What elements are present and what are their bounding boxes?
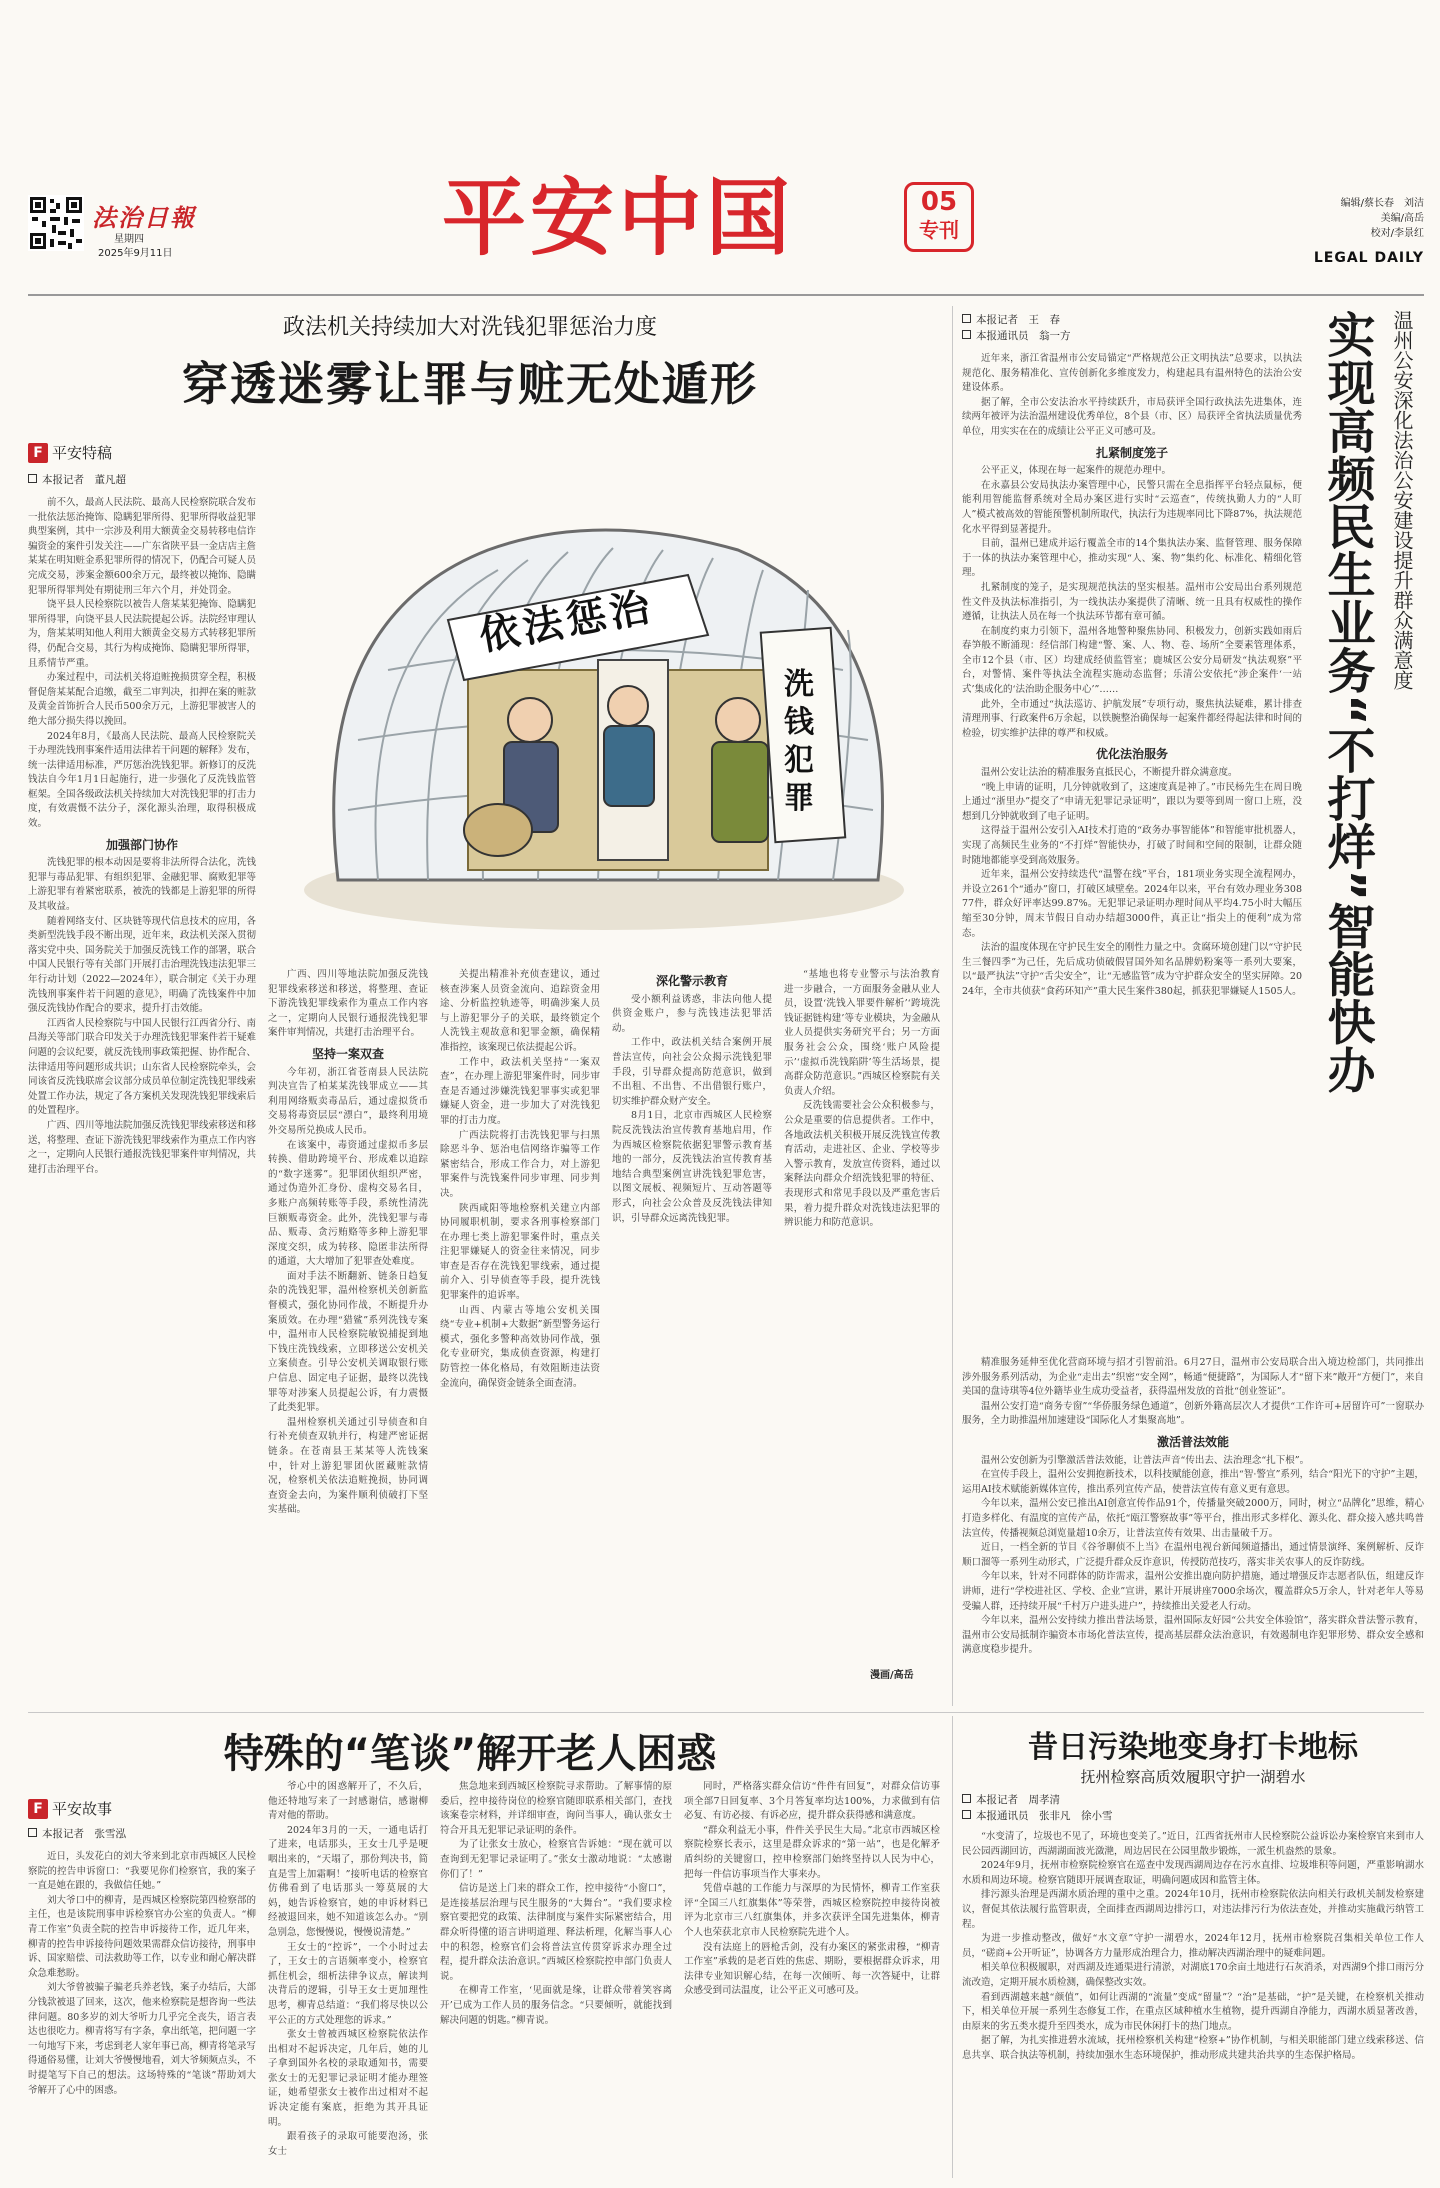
byline-square-icon [962,314,971,323]
paragraph: 近日，头发花白的刘大爷来到北京市西城区人民检察院的控告申诉窗口：“我要见你们检察官，我的案子一直是她在跟的，我做信任她。” [28,1851,256,1892]
paragraph: 广西、四川等地法院加强反洗钱犯罪线索移送和移送，将整理、查证下游洗钱犯罪线索作为重点工作内容之一，定期向人民银行通报洗钱犯罪案件审判情况，共建打击治理平台。 [28,1119,256,1175]
paragraph: 温州公安让法治的精准服务直抵民心，不断提升群众满意度。 [981,767,1238,779]
paragraph: 饶平县人民检察院以被告人詹某某犯掩饰、隐瞒犯罪所得罪，向饶平县人民法院提起公诉。法院经审理认为，詹某某明知他人利用大额黄金交易方式转移犯罪所得，仍配合交易，其行为构成掩饰、隐瞒犯罪所得罪，且系情节严重。 [28,599,256,669]
paragraph: 面对手法不断翻新、链条日趋复杂的洗钱犯罪，温州检察机关创新监督模式，强化协同作战，不断提升办案质效。在办理“猎鲨”系列洗钱专案中，温州市人民检察院敏锐捕捉到地下钱庄洗钱线索，立即移送公安机关立案侦查。引导公安机关调取银行账户信息、固定电子证据，最终以洗钱罪等对涉案人员提起公诉，有力震慑了此类犯罪。 [268,1270,428,1414]
paragraph: 目前，温州已建成并运行覆盖全市的14个集执法办案、监督管理、服务保障于一体的执法办案管理中心，推动实现“人、案、物”集约化、标准化、精细化管理。 [962,538,1302,579]
article1-column-tag [28,442,112,463]
paragraph: 据了解，为扎实推进碧水流域，抚州检察机关构建“检察+”协作机制，与相关职能部门建立线索移送、信息共享、联合执法等机制，持续加强水生态环境保护，推动形成共建共治共享的生态保护格局。 [962,2035,1424,2061]
subhead-legal-service: 优化法治服务 [1095,747,1168,762]
paragraph: 凭借卓越的工作能力与深厚的为民情怀，柳青工作室获评“全国三八红旗集体”等荣誉，西城区检察院控申接待岗被评为北京市三八红旗集体，并多次获评全国先进集体，柳青个人也荣获北京市人民检察院先进个人。 [684,1883,940,1938]
paragraph: 排污源头治理是西湖水质治理的重中之重。2024年10月，抚州市检察院依法向相关行政机关制发检察建议，督促其依法履行监管职责，全面排查西湖周边排污口，对违法排污行为依法查处，并推动实施截污纳管工程。 [962,1889,1424,1930]
subhead-system-cage: 扎紧制度笼子 [1095,445,1168,460]
subhead-double-investigation: 坚持一案双查 [311,1046,384,1061]
editors-credit [1290,196,1424,241]
paragraph: 洗钱犯罪的根本动因是要将非法所得合法化，洗钱犯罪与毒品犯罪、有组织犯罪、金融犯罪、腐败犯罪等上游犯罪有着紧密联系，被洗的钱都是上游犯罪的所得及其收益。 [28,857,256,913]
paragraph: 江西省人民检察院与中国人民银行江西省分行、南昌海关等部门联合印发关于办理洗钱犯罪案件若干疑难问题的会议纪要，就反洗钱刑事政策把握、协作配合、法律适用等问题形成共识；山东省人民检察院牵头，会同该省反洗钱联席会议部分成员单位制定洗钱犯罪线索处置工作办法，规定了各方案机关发现洗钱犯罪线索后的处置程序。 [28,1017,256,1117]
paragraph: 法治的温度体现在守护民生安全的刚性力量之中。贪腐环境创建门以“守护民生三餐四季”为己任，先后成功侦破假冒国外知名品牌奶粉案等一系列大要案，以“最严执法”守护“舌尖安全”，让“无感监管”成为守护群众安全的坚实屏障。2024年，全市共侦获“食药环知产”重大民生案件380起，抓获犯罪嫌疑人1505人。 [962,942,1302,997]
byline-square-icon [28,474,37,483]
money-laundering-cartoon [268,470,940,960]
article1-kicker: 政法机关持续加大对洗钱犯罪惩治力度 [282,315,657,340]
brand-en: LEGAL DAILY [1313,250,1424,266]
subhead-legal-education: 激活普法效能 [1156,1434,1229,1449]
article1-column-2 [268,968,428,1658]
article1-column-4 [612,968,772,1658]
paragraph: 在柳青工作室，‘见面就是缘，让群众带着笑容离开’已成为工作人员的服务信念。“只要倾听，就能找到解决问题的钥匙。”柳青说。 [440,1985,672,2026]
article3-column-3 [440,1780,672,2180]
paragraph: 工作中，政法机关坚持“一案双查”，在办理上游犯罪案件时，同步审查是否通过涉嫌洗钱犯罪事实或犯罪嫌疑人资金，进一步加大了对洗钱犯罪的打击力度。 [440,1056,600,1126]
article2-column-1 [962,352,1302,1352]
paragraph: 近年来，浙江省温州市公安局锚定“严格规范公正文明执法”总要求，以执法规范化、服务精准化、宣传创新化多维度发力，构建起具有温州特色的法治公安建设体系。 [962,353,1302,394]
masthead-rule [28,294,1424,296]
paragraph: 广西法院将打击洗钱犯罪与扫黑除恶斗争、惩治电信网络诈骗等工作紧密结合，形成工作合力，对上游犯罪案件与洗钱案件同步审理、同步判决。 [440,1129,600,1199]
paragraph: 2024年9月，抚州市检察院检察官在巡查中发现西湖周边存在污水直排、垃圾堆积等问题，严重影响湖水水质和周边环境。检察官随即开展调查取证，明确问题成因和监管主体。 [962,1860,1424,1886]
paragraph: “晚上申请的证明，几分钟就收到了，这速度真是神了。”市民杨先生在周日晚上通过“浙里办”提交了“申请无犯罪记录证明”，跟以为要等到周一窗口上班，没想到几分钟就收到了电子证明。 [962,781,1302,822]
article2-vertical-headline: 实现高频民生业务“不打烊”智能快办 [1319,310,1375,1094]
article1-illustration [268,470,940,960]
qr-code-icon [28,195,84,251]
paragraph: 同时，严格落实群众信访“件件有回复”，对群众信访事项全部7日回复率、3个月答复率均达100%，力求做到有信必复、有访必接、有诉必应，提升群众获得感和满意度。 [684,1781,940,1822]
article4-body [962,1830,1424,2180]
paragraph: 据了解，全市公安法治水平持续跃升，市局获评全国行政执法先进集体，连续两年被评为法治温州建设优秀单位，8个县（市、区）局获评全省执法质量优秀单位，用实实在在的成绩让公平正义可感可及。 [962,396,1302,437]
paragraph: 公平正义，体现在每一起案件的规范办理中。 [981,465,1172,477]
article2-correspondent: 本报通讯员 翁一方 [976,330,1071,342]
paragraph: 在宣传手段上，温州公安拥抱新技术，以科技赋能创意，推出“智·警宣”系列，结合“阳光下的守护”主题，运用AI技术赋能新媒体宣传，推出系列宣传产品，使普法宣传有意义更有意思。 [962,1469,1424,1495]
article3-column-2 [268,1780,428,2180]
paragraph: 刘大爷曾被骗子骗老兵养老钱，案子办结后，大部分钱款被退了回来，这次，他来检察院是想咨询一些法律问题。80多岁的刘大爷听力几乎完全丧失，语言表达也很吃力。柳青将写有字条，拿出纸笔，把问题一字一句地写下来，考虑到老人家年事已高，柳青将笔录写得通俗易懂，让刘大爷慢慢地看，刘大爷频频点头，不时提笔写下自己的想法。这场特殊的“笔谈”帮助刘大爷解开了心中的困惑。 [28,1982,256,2096]
paragraph: 跟看孩子的录取可能要泡汤，张女士 [268,2131,428,2157]
article4-reporter: 本报记者 周孝清 [976,1794,1060,1806]
paragraph: 反洗钱需要社会公众积极参与，公众是重要的信息提供者。工作中，各地政法机关积极开展反洗钱宣传教育活动，走进社区、企业、学校等步入警示教育，发放宣传资料，通过以案释法向群众介绍洗钱犯罪的特征、表现形式和常见手段以及严重危害后果，着力提升群众对洗钱违法犯罪的辨识能力和防范意识。 [784,1100,940,1229]
article2-bylines [962,312,1071,344]
paragraph: 受小额利益诱惑，非法向他人提供资金账户，参与洗钱违法犯罪活动。 [612,993,772,1034]
paragraph: 为了让张女士放心，检察官告诉她：“现在就可以查询到无犯罪记录证明了。”张女士激动地说：“太感谢你们了！” [440,1839,672,1880]
subhead-coordination: 加强部门协作 [105,837,178,852]
article1-column-name: 平安特稿 [52,444,113,462]
article2-reporter: 本报记者 王 春 [976,314,1060,326]
page-number: 05 [920,187,958,217]
paragraph: 此外，全市通过“执法巡访、护航发展”专项行动，聚焦执法疑难，累计排查清理刑事、行政案件6万余起，以铁腕整治确保每一起案件都经得起法律和时间的检验，切实维护法律的尊严和权威。 [962,698,1302,739]
paragraph: 2024年3月的一天，一通电话打了进来，电话那头，王女士几乎是哽咽出来的，“天塌了，那份判决书，简直是雪上加霜啊！”接听电话的检察官仿佛看到了电话那头一筹莫展的大妈，她告诉检察官，她的申诉材料已经被退回来，她不知道该怎么办。“别急别急，您慢慢说，慢慢说清楚。” [268,1824,428,1938]
paragraph: 在该案中，毒资通过虚拟币多层转换、借助跨境平台、形成难以追踪的“数字迷雾”。犯罪团伙组织严密，通过伪造外汇身份、虚构交易名目，多账户高频转账等手段，系统性清洗巨额贩毒资金。此外，洗钱犯罪与毒品、贩毒、贪污贿赂等多种上游犯罪深度交织，成为转移、隐匿非法所得的通道，大大增加了犯罪查处难度。 [268,1139,428,1268]
article3-column-1 [28,1850,256,2180]
paragraph: 在永嘉县公安局执法办案管理中心，民警只需在全息指挥平台轻点鼠标，便能利用智能监督系统对全局办案区进行实时“云巡查”，传统执勤人力的“人盯人”模式被高效的智能预警机制所取代，执法行为违规率同比下降87%，执法规范化水平得到显著提升。 [962,479,1302,535]
paragraph: 在制度约束力引领下，温州各地警种聚焦协同、积极发力，创新实践如雨后春笋般不断涌现：经信部门构建“警、案、人、物、卷、场所”全要素管理体系，全市12个县（市、区）均建成经侦监管室；鹿城区公安分局研发“执法观察”平台，对警情、案件等执法全流程实施动态监督；乐清公安依托“涉企案件‘一站式’集成化的‘法治助企服务中心’”…… [962,625,1302,696]
proofreader-line: 校对/李景红 [1370,228,1424,239]
article1-column-5 [784,968,940,1658]
illustration-sign: 洗钱犯罪 [784,667,814,816]
paragraph: 温州公安创新为引擎激活普法效能，让普法声音“传出去、法治理念“扎下根”。 [981,1454,1310,1466]
article2-column-2 [962,1356,1424,1710]
article3-column-4 [684,1780,940,2180]
paragraph: 关提出精准补充侦查建议，通过核查涉案人员资金流向、追踪资金用途、分析监控轨迹等，明确涉案人员与上游犯罪分子的关联，最终锁定个人洗钱主观故意和犯罪金额，确保精准指控，该案现已依法提起公诉。 [440,969,600,1053]
paragraph: 看到西湖越来越“颜值”，如何让西湖的“流量”变成“留量”？“治”是基础，“护”是关键，在检察机关推动下，相关单位开展一系列生态修复工作，在重点区域种植水生植物，提升西湖自净能力，西湖水质显著改善，由原来的劣五类水提升至四类水，成为市民休闲打卡的热门地点。 [962,1991,1424,2032]
article3-headline: 特殊的“笔谈”解开老人困惑 [223,1731,717,1777]
column-logo-icon: F [28,1799,48,1819]
paragraph: 近日，一档全新的节目《谷爷聊侦不上当》在温州电视台新闻频道播出，通过情景演绎、案例解析、反诈顺口溜等一系列生动形式，广泛提升群众反诈意识，传授防范技巧，落实非关农事人的反诈防线。 [962,1542,1424,1568]
byline-square-icon [962,1794,971,1803]
issue-date: 2025年9月11日 [98,248,173,259]
paragraph: 扎紧制度的笼子，是实现规范执法的坚实根基。温州市公安局出台系列规范性文件及执法标准指引，为一线执法办案提供了清晰、统一且具有权威性的操作遵循，让执法人员在每一个执法环节都有章可循。 [962,581,1302,623]
paragraph: 这得益于温州公安引入AI技术打造的“政务办事智能体”和智能审批机器人，实现了高频民生业务的“不打烊”智能快办，打破了时间和空间的限制，让群众随时随地都能享受到高效服务。 [962,825,1302,866]
column-logo-icon: F [28,443,48,463]
article1-column-3 [440,968,600,1658]
paragraph: 陕西咸阳等地检察机关建立内部协同履职机制，要求各刑事检察部门在办理七类上游犯罪案件时，重点关注犯罪嫌疑人的资金往来情况，同步审查是否存在洗钱犯罪线索，通过提前介入、引导侦查等手段，提升洗钱犯罪案件的追诉率。 [440,1202,600,1302]
article4-subheadline: 抚州检察高质效履职守护一湖碧水 [1080,1768,1306,1786]
paragraph: 焦急地来到西城区检察院寻求帮助。了解事情的原委后，控申接待岗位的检察官随即联系相关部门，查找该案卷宗材料，并详细审查，询问当事人，确认张女士符合开具无犯罪记录证明的条件。 [440,1781,672,1836]
article2-vertical-kicker: 温州公安深化法治公安建设提升群众满意度 [1390,310,1414,690]
paragraph: “群众利益无小事，件件关乎民生大局。”北京市西城区检察院检察长表示，这里是群众诉求的“第一站”，也是化解矛盾纠纷的关键窗口，控申检察部门始终坚持以人民为中心，把每一件信访事项当作大事来办。 [684,1824,940,1880]
paragraph: “基地也将专业警示与法治教育进一步融合，一方面服务金融从业人员，设置‘洗钱入罪要件解析’‘跨境洗钱证据链构建’等专业模块，为金融从业人员提供实务研究平台；另一方面服务社会公众，围绕‘账户风险提示’‘虚拟币洗钱陷阱’等生活场景，提高群众防范意识。”西城区检察院有关负责人介绍。 [784,969,940,1097]
paragraph: 没有法庭上的唇枪舌剑，没有办案区的紧张肃穆，“柳青工作室”承载的是老百姓的焦虑、期盼，要根据群众诉求，用法律专业知识解心结，在每一次倾听、每一次答疑中，让群众感受到司法温度，让公平正义可感可及。 [684,1941,940,1997]
paragraph: 信访是送上门来的群众工作，控申接待“小窗口”，是连接基层治理与民生服务的“大舞台”。“我们要求检察官要把党的政策、法律制度与案件实际紧密结合，用群众听得懂的语言讲明道理、释法析理，化解当事人心中的积怨，检察官们会将普法宣传贯穿诉求办理全过程，提升群众法治意识。”西城区检察院控申部门负责人说。 [440,1883,672,1982]
article1-headline: 穿透迷雾让罪与赃无处遁形 [182,357,758,411]
paragraph: 刘大爷口中的柳青，是西城区检察院第四检察部的主任，也是该院刑事申诉检察官办公室的负责人。“柳青工作室”负责全院的控告申诉接待工作，近几年来，柳青的控告申诉接待问题效果需群众信访接待，刑事申诉、国家赔偿、司法救助等工作，以专业和耐心解决群众急难愁盼。 [28,1894,256,1979]
column-divider [952,1716,953,2178]
paragraph: 今年以来，温州公安已推出AI创意宣传作品91个，传播量突破2000万，同时，树立“品牌化”思维，精心打造多样化、有温度的宣传产品，依托“瓯江警察故事”等平台，推出形式多样化、源头化、群众接入感共鸣普法宣传，传播视频总浏览量超10余万，让普法宣传有效果、出击量破千万。 [962,1498,1424,1539]
paragraph: 为进一步推动整改，做好“水文章”守护一湖碧水，2024年12月，抚州市检察院召集相关单位工作人员，“磋商+公开听证”，协调各方力量形成治理合力，推动解决西湖治理中的疑难问题。 [962,1933,1424,1959]
paragraph: 工作中，政法机关结合案例开展普法宣传，向社会公众揭示洗钱犯罪手段，引导群众提高防范意识，做到不出租、不出售、不出借银行账户，切实维护群众财产安全。 [612,1037,772,1107]
byline-square-icon [962,1810,971,1819]
paragraph: 温州公安打造“商务专窗”“华侨服务绿色通道”，创新外籍高层次人才提供“工作许可+居留许可”一窗联办服务，全力助推温州加速建设“国际化人才集聚高地”。 [962,1400,1424,1427]
paragraph: 张女士曾被西城区检察院依法作出相对不起诉决定，几年后，她的儿子拿到国外名校的录取通知书，需要张女士的无犯罪记录证明才能办理签证，她希望张女士被作出过相对不起诉决定能有案底，拒绝为其开具证明。 [268,2029,428,2128]
paragraph: 相关单位积极履职，对西湖及连通渠进行清淤，对湖底170余亩土地进行石灰消杀，对西湖9个排口雨污分流改造，定期开展水质检测，确保整改实效。 [962,1962,1424,1988]
page-title: 平安中国 [442,169,795,267]
page-number-box [904,182,974,252]
page-type: 专刊 [919,218,959,242]
illustration-banner: 依法惩治 [475,584,658,660]
editor-line: 编辑/蔡长春 刘洁 [1340,198,1424,209]
paragraph: 前不久，最高人民法院、最高人民检察院联合发布一批依法惩治掩饰、隐瞒犯罪所得、犯罪所得收益犯罪典型案例，其中一宗涉及利用大额黄金交易转移电信诈骗资金的案件引发关注——广东省陕平县一金店店主詹某某在明知赃金系犯罪所得的情况下，仍配合可疑人员完成交易，涉案金额600余万元，最终被以掩饰、隐瞒犯罪所得罪判处有期徒刑三年六个月，并处罚金。 [28,497,256,596]
article3-column-name: 平安故事 [52,1800,113,1818]
paragraph: 广西、四川等地法院加强反洗钱犯罪线索移送和移送，将整理、查证下游洗钱犯罪线索作为重点工作内容之一，定期向人民银行通报洗钱犯罪案件审判情况，共建打击治理平台。 [268,969,428,1039]
paragraph: 今年以来，温州公安持续力推出普法场景，温州国际友好园“公共安全体验馆”，落实群众普法警示教育，温州市公安局抵制诈骗资本市场化普法宣传，提高基层群众法治意识，有效遏制电诈犯罪形势、群众安全感和满意度稳步提升。 [962,1615,1424,1656]
column-divider [952,306,953,1706]
article1-reporter: 本报记者 董凡超 [42,474,126,486]
paragraph: 近年来，温州公安持续迭代“温警在线”平台，181项业务实现全流程网办，并设立261个“通办”窗口，打破区域壁垒。2024年以来，平台有效办理业务30877件，群众好评率达99.87%。无犯罪记录证明办理时间从平均4.75小时大幅压缩至30分钟，周末节假日自动办结超3000件，真正让“指尖上的便利”成为常态。 [962,869,1302,939]
article3-byline [28,1826,126,1842]
paragraph: 王女士的“控诉”，一个小时过去了，王女士的言语频率变小，检察官抓住机会，细析法律争议点，解读判决背后的逻辑，引导王女士更加理性思考，柳青总结道：“我们将尽快以公平公正的方式处理您的诉求。” [268,1941,428,2026]
paragraph: 2024年8月，《最高人民法院、最高人民检察院关于办理洗钱刑事案件适用法律若干问题的解释》发布，统一法律适用标准，严厉惩治洗钱犯罪。新修订的反洗钱法自今年1月1日起施行，进一步强化了反洗钱监管框架。全国各级政法机关持续加大对洗钱犯罪的打击力度，有效震慑不法分子，深化源头治理，取得积极成效。 [28,730,256,830]
paragraph: 8月1日，北京市西城区人民检察院反洗钱法治宣传教育基地启用，作为西城区检察院依据犯罪警示教育基地的一部分，反洗钱法治宣传教育基地结合典型案例宣讲洗钱犯罪危害，以图文展板、视频短片、互动答题等形式，向社会公众普及反洗钱法律知识，引导群众远离洗钱犯罪。 [612,1110,772,1224]
illustration-credit: 漫画/高岳 [870,1670,914,1681]
byline-square-icon [962,330,971,339]
subhead-warning-education: 深化警示教育 [655,974,728,988]
paragraph: 办案过程中，司法机关将追赃挽损贯穿全程，积极督促詹某某配合追缴，截至二审判决，扣押在案的赃款及黄金首饰折合人民币500余万元，上游犯罪被害人的绝大部分损失得以挽回。 [28,672,256,727]
article4-correspondent: 本报通讯员 张非凡 徐小雪 [976,1810,1113,1822]
paragraph: “水变清了，垃圾也不见了，环境也变美了。”近日，江西省抚州市人民检察院公益诉讼办案检察官来到市人民公园西湖回访，西湖湖面波光潋滟，周边居民在公园里散步锻炼，一派生机盎然的景象。 [962,1831,1424,1857]
article3-column-tag [28,1798,112,1819]
issue-weekday: 星期四 [114,234,144,245]
article1-byline [28,472,126,488]
article4-bylines [962,1792,1113,1824]
article4-headline: 昔日污染地变身打卡地标 [1028,1730,1358,1765]
paragraph: 山西、内蒙古等地公安机关围绕“专业+机制+大数据”新型警务运行模式，强化多警种高效协同作战，强化专业研究，集成侦查资源，构建打防管控一体化格局，有效阻断违法资金流向，确保资金链条全面查清。 [440,1304,600,1389]
paragraph: 今年初，浙江省苍南县人民法院判决宣告了柏某某洗钱罪成立——其利用网络贩卖毒品后，通过虚拟货币交易将毒资层层“漂白”，最终利用境外交易所兑换成人民币。 [268,1066,428,1136]
paragraph: 精准服务延伸至优化营商环境与招才引智前沿。6月27日，温州市公安局联合出入境边检部门，共同推出涉外服务系列活动，为企业“走出去”织密“安全网”，畅通“便捷路”，为国际人才“留下来”敞开“方便门”，来自美国的盘诗琪等4位外籍毕业生成功受益者，获得温州发放的首批“创业签证”。 [962,1357,1424,1398]
article1-column-1 [28,496,256,1658]
horizontal-divider [28,1712,1424,1713]
designer-line: 美编/高岳 [1380,213,1424,224]
masthead [0,0,1440,300]
byline-square-icon [28,1828,37,1837]
article3-reporter: 本报记者 张雪泓 [42,1828,126,1840]
newspaper-logo: 法治日報 [92,203,196,232]
paragraph: 今年以来，针对不同群体的防诈需求，温州公安推出鹿向防护措施，通过增强反诈志愿者队伍，组建反诈讲师，进行“学校进社区、学校、企业”宣讲，累计开展讲座7000余场次，覆盖群众5万余人，针对老年人等易受骗人群，还持续开展“千村万户进头进户”，持续推出关爱老人行动。 [962,1571,1424,1612]
paragraph: 随着网络支付、区块链等现代信息技术的应用，各类新型洗钱手段不断出现，近年来，政法机关深入贯彻落实党中央、国务院关于加强反洗钱工作的部署，联合中国人民银行等有关部门开展打击治理洗钱违法犯罪三年行动计划（2022—2024年），联合制定《关于办理洗钱刑事案件若干问题的意见》，明确了洗钱案件中加强反洗钱协作配合的要求，提升打击效能。 [28,915,256,1015]
paragraph: 爷心中的困惑解开了，不久后，他还特地写来了一封感谢信，感谢柳青对他的帮助。 [268,1781,428,1822]
paragraph: 温州检察机关通过引导侦查和自行补充侦查双轨并行，构建严密证据链条。在苍南县王某某等人洗钱案中，针对上游犯罪团伙匿藏赃款情况，检察机关依法追赃挽损，协同调查资金去向，为案件顺利侦破打下坚实基础。 [268,1416,428,1516]
